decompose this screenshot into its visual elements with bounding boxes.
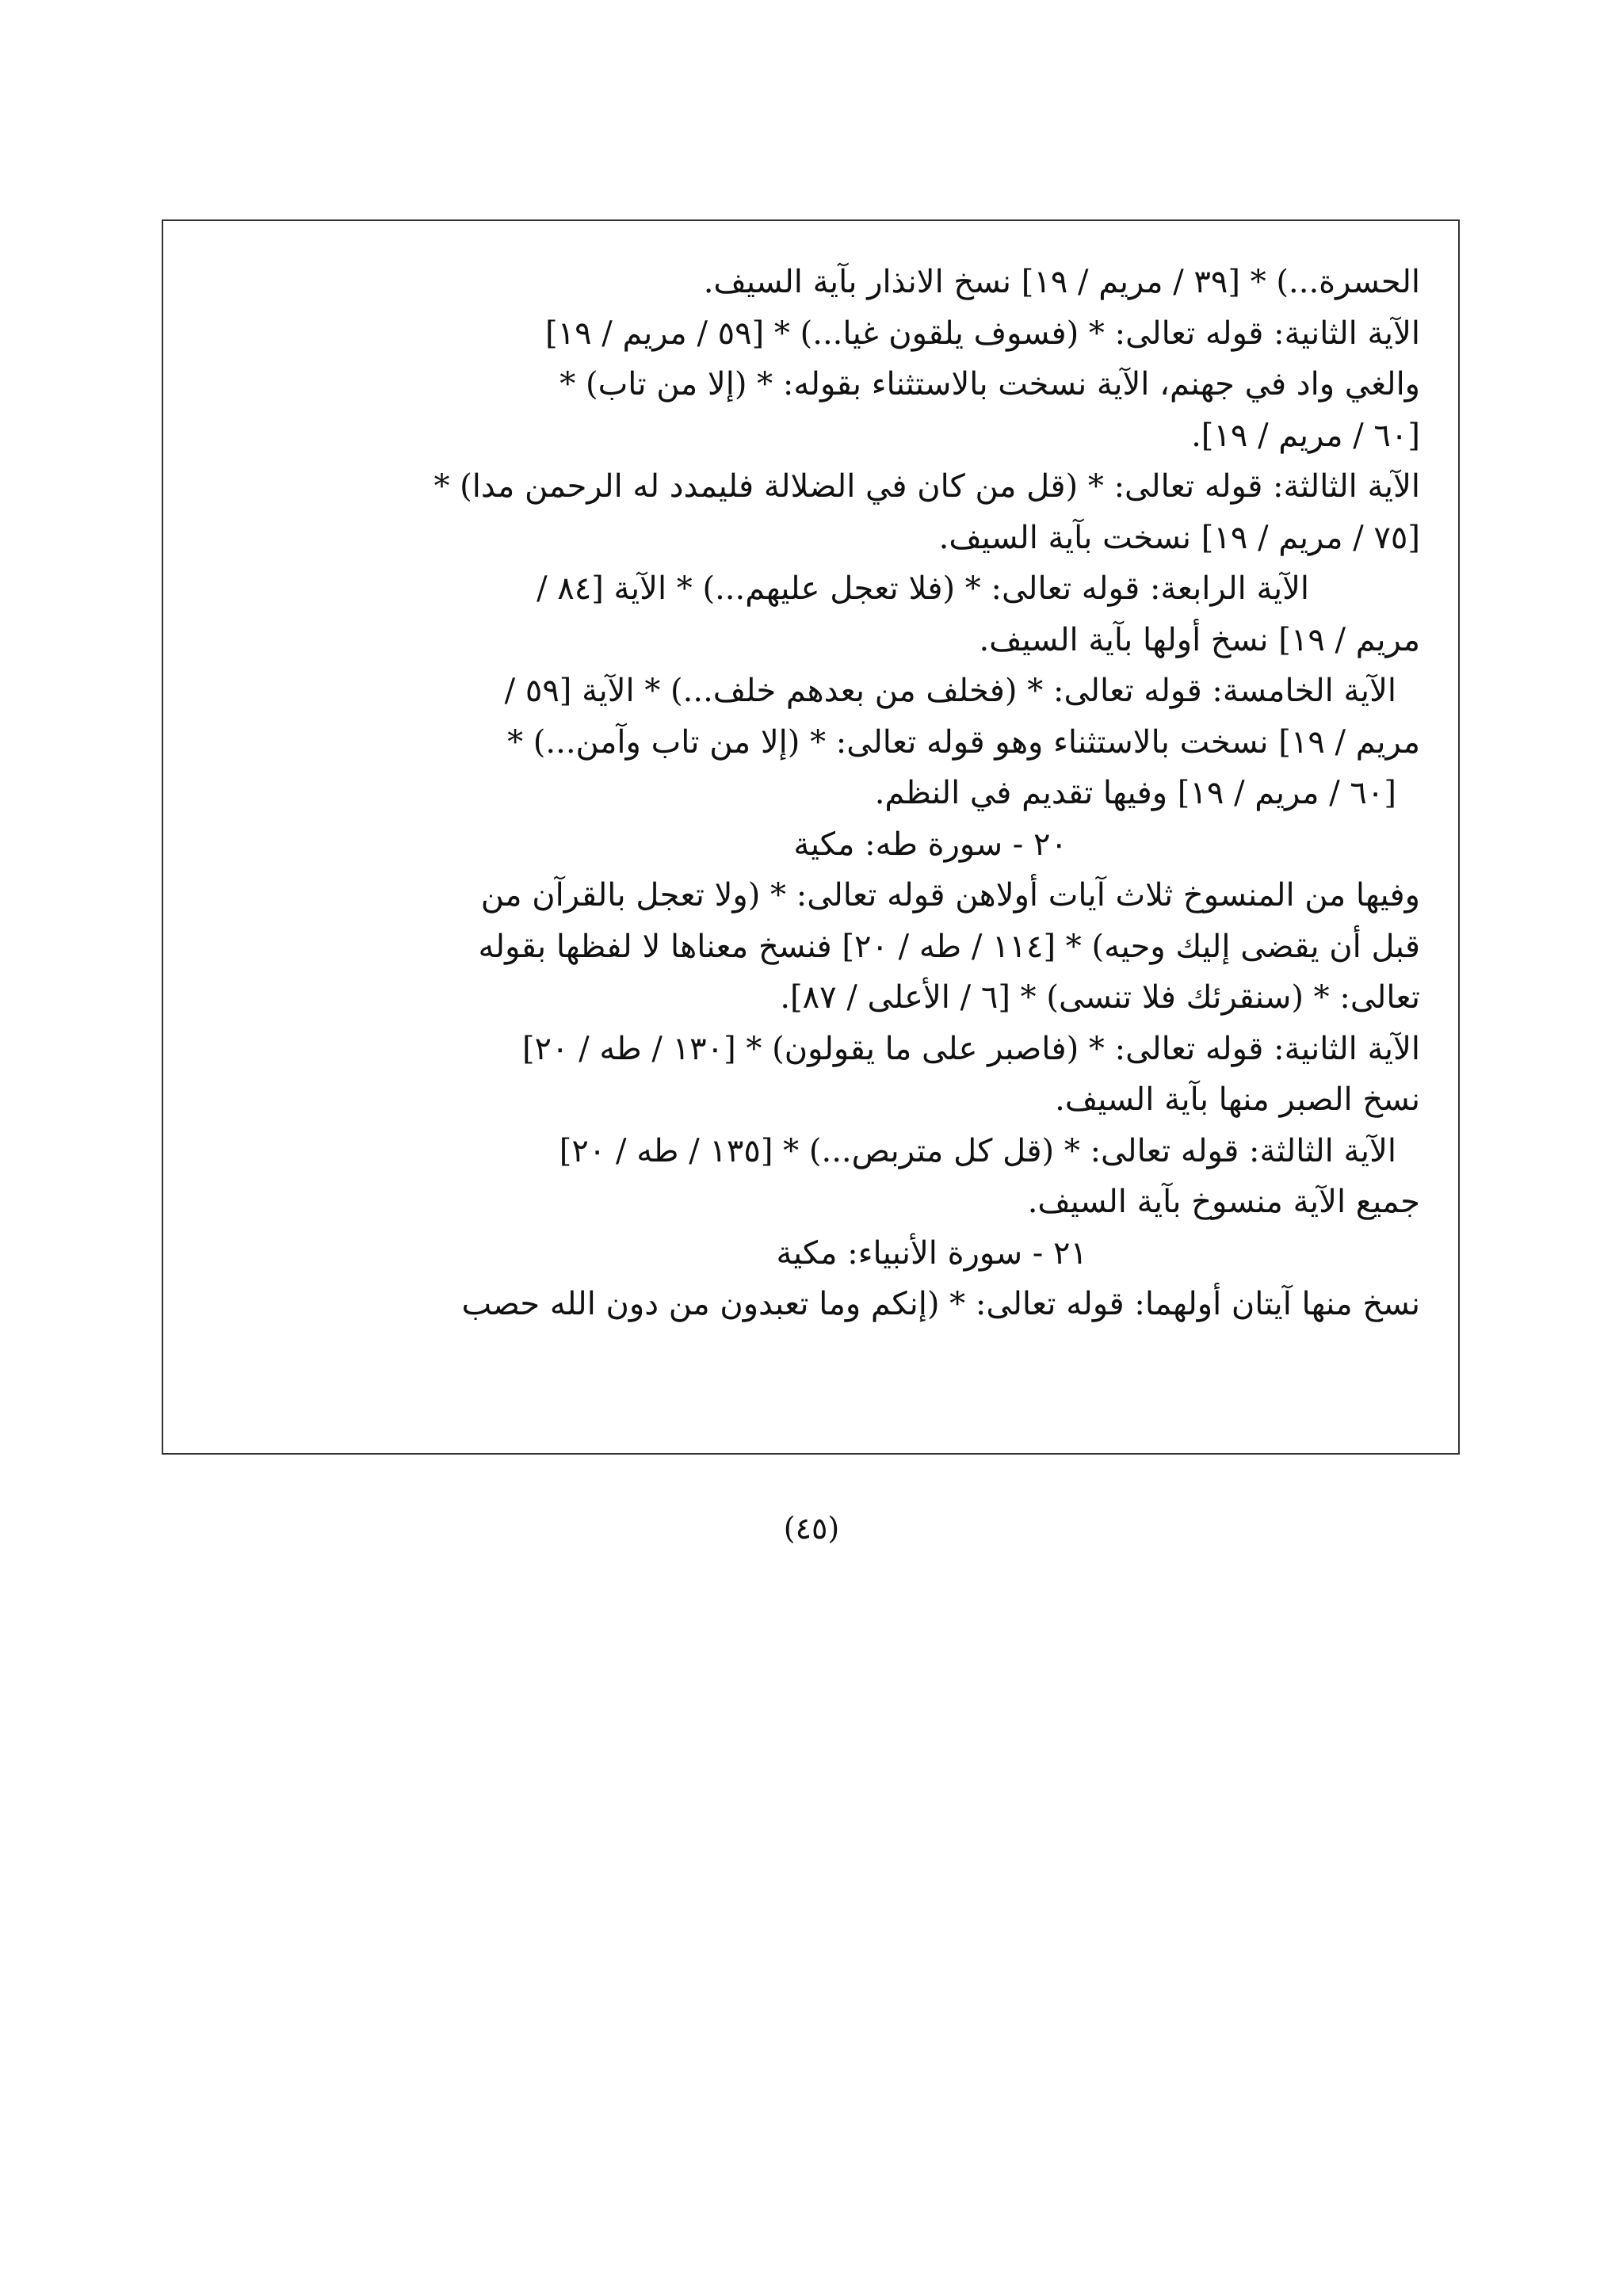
text-line: تعالى: * (سنقرئك فلا تنسى) * [٦ / الأعلى / ٨٧]. [780,979,1420,1016]
text-line: جميع الآية منسوخ بآية السيف. [1027,1184,1420,1220]
text-line: مريم / ١٩] نسخت بالاستثناء وهو قوله تعالى: * (إلا من تاب وآمن...) * [507,723,1420,761]
text-line: [٦٠ / مريم / ١٩] وفيها تقديم في النظم. [874,775,1396,811]
text-line: الآية الثالثة: قوله تعالى: * (قل من كان في الضلالة فليمدد له الرحمن مدا) * [433,468,1420,505]
page-number: (٤٥) [783,1511,840,1546]
surah-heading: ٢١ - سورة الأنبياء: مكية [776,1234,1087,1272]
text-line: نسخ الصبر منها بآية السيف. [1055,1081,1420,1118]
text-line: نسخ منها آيتان أولهما: قوله تعالى: * (إنكم وما تعبدون من دون الله حصب [461,1286,1420,1322]
text-line: الآية الثانية: قوله تعالى: * (فسوف يلقون غيا...) * [٥٩ / مريم / ١٩] [545,315,1420,352]
text-line: قبل أن يقضى إليك وحيه) * [١١٤ / طه / ٢٠] فنسخ معناها لا لفظها بقوله [478,928,1420,965]
surah-heading: ٢٠ - سورة طه: مكية [793,826,1067,863]
text-line: وفيها من المنسوخ ثلاث آيات أولاهن قوله تعالى: * (ولا تعجل بالقرآن من [480,877,1420,913]
text-line: الآية الثالثة: قوله تعالى: * (قل كل متربص...) * [١٣٥ / طه / ٢٠] [559,1132,1396,1169]
text-line: الحسرة...) * [٣٩ / مريم / ١٩] نسخ الانذار بآية السيف. [703,264,1420,300]
text-line: مريم / ١٩] نسخ أولها بآية السيف. [979,621,1420,658]
text-body [201,257,1420,1330]
text-line: الآية الخامسة: قوله تعالى: * (فخلف من بعدهم خلف...) * الآية [٥٩ / [504,673,1396,709]
text-line: الآية الثانية: قوله تعالى: * (فاصبر على ما يقولون) * [١٣٠ / طه / ٢٠] [521,1030,1420,1067]
text-line: الآية الرابعة: قوله تعالى: * (فلا تعجل عليهم...) * الآية [٨٤ / [537,570,1309,607]
text-frame [162,219,1460,1455]
text-line: والغي واد في جهنم، الآية نسخت بالاستثناء بقوله: * (إلا من تاب) * [559,366,1420,402]
text-line: [٦٠ / مريم / ١٩]. [1191,417,1420,454]
text-line: [٧٥ / مريم / ١٩] نسخت بآية السيف. [938,519,1420,556]
